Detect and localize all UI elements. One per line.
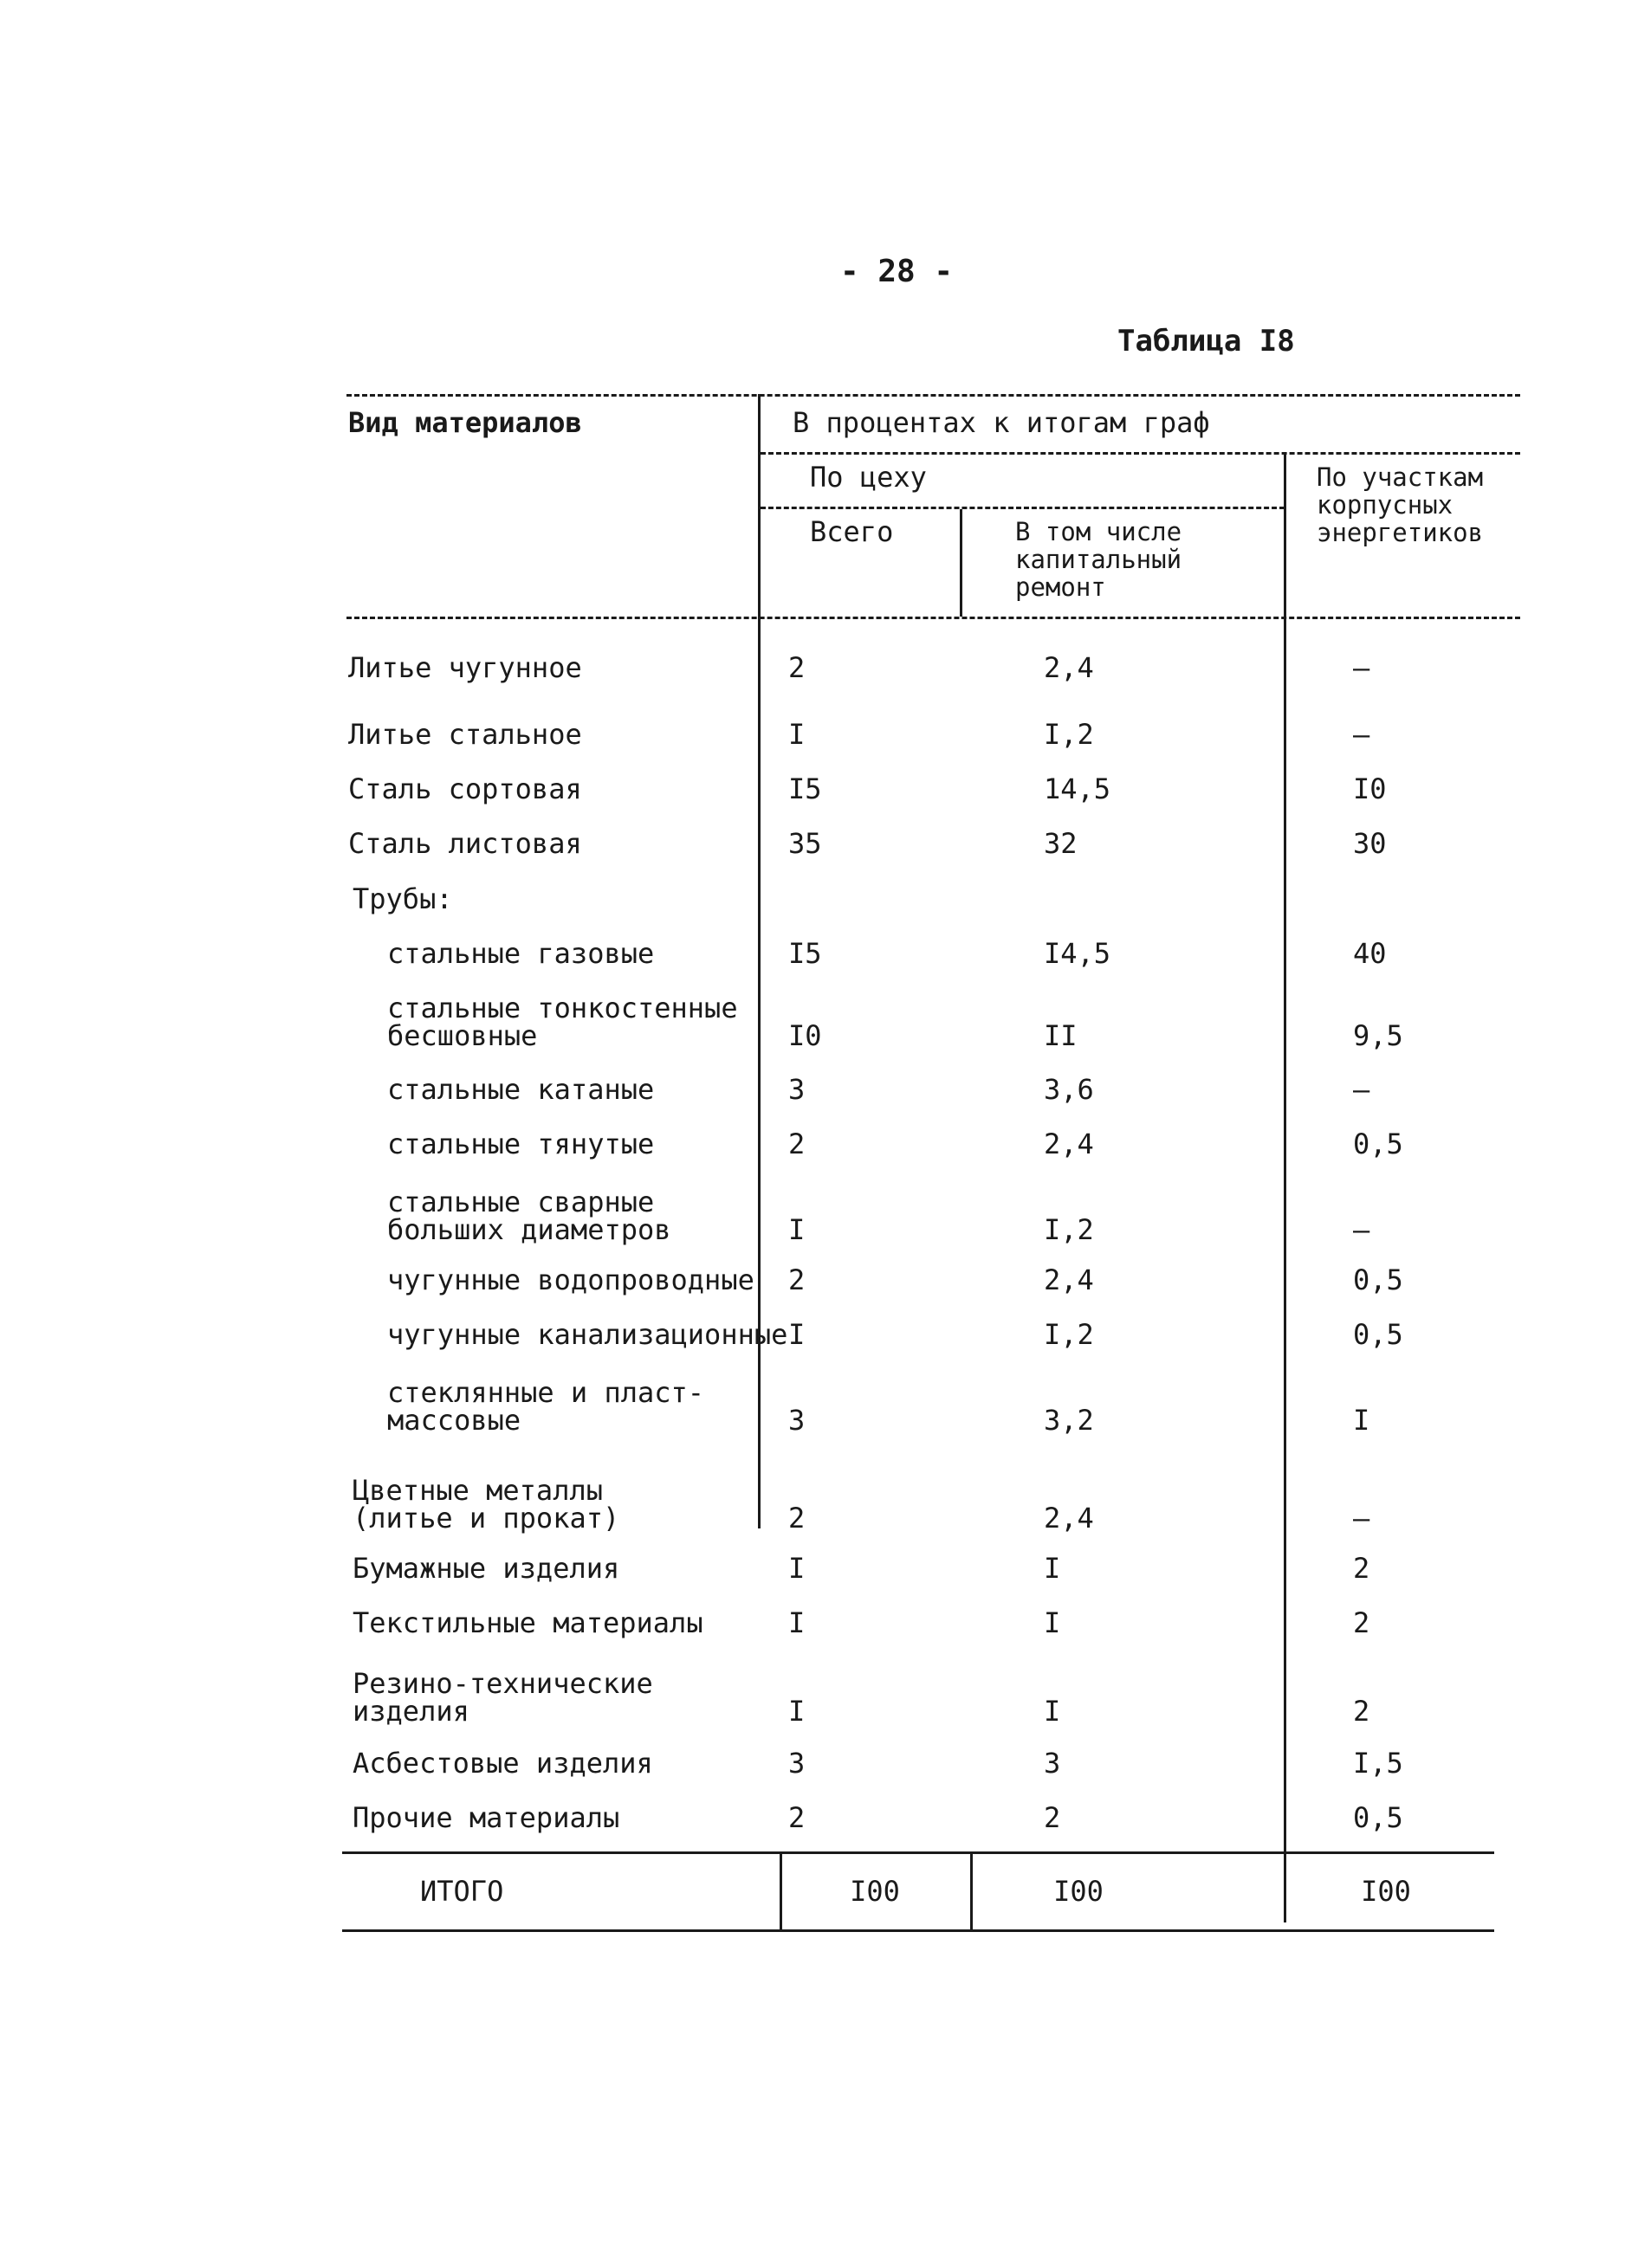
row-total-value: 2	[788, 1801, 806, 1834]
row-sections-value: 0,5	[1353, 1263, 1403, 1296]
row-total-value: I	[788, 1695, 806, 1728]
row-sections-value: 9,5	[1353, 1019, 1403, 1052]
column-divider-3	[1284, 452, 1286, 1922]
row-total-value: 3	[788, 1747, 806, 1780]
row-material-name: Сталь листовая	[348, 827, 582, 860]
total-row-total: I00	[850, 1875, 900, 1908]
row-repair-value: I,2	[1044, 718, 1094, 751]
row-repair-value: 2,4	[1044, 1502, 1094, 1535]
row-material-name: стальные газовые	[387, 937, 655, 970]
row-material-name: стальные тянутые	[387, 1128, 655, 1160]
row-repair-value: 2,4	[1044, 1263, 1094, 1296]
row-sections-value: 0,5	[1353, 1318, 1403, 1351]
row-sections-value: –	[1353, 1073, 1370, 1106]
workshop-group-rule	[761, 507, 1285, 509]
row-material-name: Трубы:	[353, 882, 453, 915]
row-total-value: I	[788, 1318, 806, 1351]
header-repair: В том числе капитальный ремонт	[1015, 517, 1182, 602]
row-repair-value: I4,5	[1044, 937, 1111, 970]
row-material-name: Асбестовые изделия	[353, 1747, 653, 1780]
row-sections-value: 2	[1353, 1606, 1370, 1639]
row-material-name: стальные тонкостенные бесшовные	[387, 992, 738, 1052]
row-total-value: I0	[788, 1019, 822, 1052]
total-row-label: ИТОГО	[420, 1875, 504, 1908]
row-total-value: I	[788, 718, 806, 751]
row-sections-value: 2	[1353, 1552, 1370, 1585]
row-repair-value: I	[1044, 1606, 1061, 1639]
row-sections-value: –	[1353, 651, 1370, 684]
row-repair-value: 2,4	[1044, 1128, 1094, 1160]
row-material-name: Текстильные материалы	[353, 1606, 703, 1639]
row-repair-value: I,2	[1044, 1318, 1094, 1351]
row-repair-value: II	[1044, 1019, 1078, 1052]
row-repair-value: 3	[1044, 1747, 1061, 1780]
row-repair-value: 2	[1044, 1801, 1061, 1834]
total-row-repair: I00	[1053, 1875, 1104, 1908]
row-total-value: I	[788, 1213, 806, 1246]
total-row-sections: I00	[1361, 1875, 1411, 1908]
header-workshop-group: По цеху	[810, 461, 927, 494]
percent-group-rule	[761, 452, 1520, 455]
row-sections-value: –	[1353, 718, 1370, 751]
row-material-name: чугунные водопроводные	[387, 1263, 754, 1296]
row-sections-value: 0,5	[1353, 1128, 1403, 1160]
row-sections-value: –	[1353, 1213, 1370, 1246]
column-divider-2-header	[960, 509, 962, 617]
row-material-name: стеклянные и пласт- массовые	[387, 1376, 705, 1437]
row-repair-value: I,2	[1044, 1213, 1094, 1246]
row-sections-value: I	[1353, 1404, 1370, 1437]
row-repair-value: 14,5	[1044, 772, 1111, 805]
row-total-value: 2	[788, 1502, 806, 1535]
row-repair-value: 3,2	[1044, 1404, 1094, 1437]
row-material-name: Прочие материалы	[353, 1801, 620, 1834]
row-total-value: 2	[788, 651, 806, 684]
row-total-value: 2	[788, 1263, 806, 1296]
header-bottom-rule	[346, 617, 1520, 619]
total-top-rule	[342, 1851, 1494, 1854]
row-total-value: 3	[788, 1073, 806, 1106]
row-sections-value: I0	[1353, 772, 1387, 805]
row-repair-value: 2,4	[1044, 651, 1094, 684]
column-divider-1	[758, 394, 761, 1528]
row-repair-value: 3,6	[1044, 1073, 1094, 1106]
total-bottom-rule	[342, 1929, 1494, 1932]
row-sections-value: 0,5	[1353, 1801, 1403, 1834]
row-material-name: Резино-технические изделия	[353, 1667, 653, 1728]
row-material-name: стальные сварные больших диаметров	[387, 1186, 671, 1246]
total-divider-2	[970, 1851, 973, 1929]
row-material-name: чугунные канализационные	[387, 1318, 788, 1351]
row-total-value: 35	[788, 827, 822, 860]
row-total-value: I5	[788, 772, 822, 805]
table-title: Таблица I8	[1117, 324, 1295, 359]
row-material-name: стальные катаные	[387, 1073, 655, 1106]
row-total-value: I	[788, 1552, 806, 1585]
header-material-type: Вид материалов	[348, 406, 582, 439]
row-sections-value: 40	[1353, 937, 1387, 970]
row-total-value: 2	[788, 1128, 806, 1160]
total-divider-1	[780, 1851, 782, 1929]
row-total-value: I	[788, 1606, 806, 1639]
header-sections: По участкам корпусных энергетиков	[1317, 462, 1484, 547]
row-material-name: Сталь сортовая	[348, 772, 582, 805]
row-sections-value: I,5	[1353, 1747, 1403, 1780]
row-repair-value: I	[1044, 1695, 1061, 1728]
row-repair-value: 32	[1044, 827, 1078, 860]
table-top-rule	[346, 394, 1520, 397]
row-sections-value: 2	[1353, 1695, 1370, 1728]
header-percent-group: В процентах к итогам граф	[793, 406, 1210, 439]
row-total-value: I5	[788, 937, 822, 970]
page-number: - 28 -	[840, 254, 954, 289]
row-material-name: Цветные металлы (литье и прокат)	[353, 1474, 620, 1535]
header-total: Всего	[810, 515, 894, 548]
row-material-name: Литье чугунное	[348, 651, 582, 684]
row-sections-value: –	[1353, 1502, 1370, 1535]
row-sections-value: 30	[1353, 827, 1387, 860]
row-material-name: Бумажные изделия	[353, 1552, 620, 1585]
row-repair-value: I	[1044, 1552, 1061, 1585]
row-material-name: Литье стальное	[348, 718, 582, 751]
row-total-value: 3	[788, 1404, 806, 1437]
